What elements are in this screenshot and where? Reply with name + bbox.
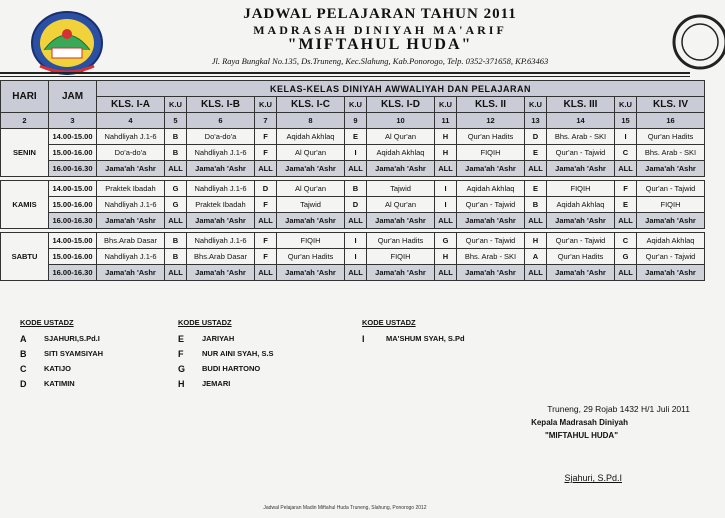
column-number: 6 xyxy=(187,113,255,129)
teacher-code-cell: ALL xyxy=(345,161,367,177)
subject-cell: Qur'an Hadits xyxy=(457,129,525,145)
teacher-code-cell: I xyxy=(435,197,457,213)
teacher-code-cell: B xyxy=(165,233,187,249)
teacher-name: BUDI HARTONO xyxy=(202,364,261,373)
subject-cell: Jama'ah 'Ashr xyxy=(367,265,435,281)
subject-cell: Qur'an - Tajwid xyxy=(457,233,525,249)
column-number: 11 xyxy=(435,113,457,129)
school-name: "MIFTAHUL HUDA" xyxy=(287,36,473,53)
subject-cell: Jama'ah 'Ashr xyxy=(547,265,615,281)
teacher-code-cell: H xyxy=(435,129,457,145)
subject-cell: Qur'an - Tajwid xyxy=(547,145,615,161)
subject-cell: Nahdliyah J.1-6 xyxy=(97,249,165,265)
page-subtitle: MADRASAH DINIYAH MA'ARIF xyxy=(253,23,507,37)
teacher-name: KATIMIN xyxy=(44,379,75,388)
column-number: 8 xyxy=(277,113,345,129)
subject-cell: Al Qur'an xyxy=(367,197,435,213)
sign-org: "MIFTAHUL HUDA" xyxy=(544,431,618,440)
subject-cell: Qur'an Hadits xyxy=(547,249,615,265)
subject-cell: Jama'ah 'Ashr xyxy=(367,161,435,177)
teacher-code-cell: E xyxy=(525,145,547,161)
class-header: KLS. IV xyxy=(637,97,705,113)
teacher-code-cell: D xyxy=(345,197,367,213)
codes-heading: KODE USTADZ xyxy=(20,318,74,327)
time-cell: 14.00-15.00 xyxy=(49,181,97,197)
teacher-code-cell: ALL xyxy=(255,213,277,229)
teacher-name: JARIYAH xyxy=(202,334,235,343)
teacher-codes-1 xyxy=(20,318,103,391)
teacher-code-cell: G xyxy=(615,249,637,265)
day-label: SENIN xyxy=(1,129,49,177)
teacher-code-cell: F xyxy=(255,249,277,265)
class-header: KLS. II xyxy=(457,97,525,113)
teacher-name: SITI SYAMSIYAH xyxy=(44,349,104,358)
teacher-code-cell: C xyxy=(615,233,637,249)
teacher-code-entry xyxy=(178,361,274,376)
time-cell: 14.00-15.00 xyxy=(49,129,97,145)
teacher-code-cell: ALL xyxy=(165,161,187,177)
teacher-code-cell: F xyxy=(255,145,277,161)
column-number: 5 xyxy=(165,113,187,129)
teacher-code-letter: D xyxy=(20,378,27,389)
subject-cell: Jama'ah 'Ashr xyxy=(97,161,165,177)
teacher-code-entry xyxy=(362,331,465,346)
subject-cell: Jama'ah 'Ashr xyxy=(457,161,525,177)
teacher-code-letter: H xyxy=(178,378,185,389)
subject-cell: Al Qur'an xyxy=(367,129,435,145)
teacher-code-entry xyxy=(178,346,274,361)
subject-cell: Praktek Ibadah xyxy=(97,181,165,197)
subject-cell: Bhs. Arab - SKI xyxy=(457,249,525,265)
subject-cell: Aqidah Akhlaq xyxy=(547,197,615,213)
subject-cell: Nahdliyah J.1-6 xyxy=(97,197,165,213)
class-header: KLS. I-D xyxy=(367,97,435,113)
subject-cell: Bhs.Arab Dasar xyxy=(97,233,165,249)
subject-cell: Tajwid xyxy=(277,197,345,213)
subject-cell: Jama'ah 'Ashr xyxy=(187,161,255,177)
subject-cell: Jama'ah 'Ashr xyxy=(547,161,615,177)
subject-cell: Bhs.Arab Dasar xyxy=(187,249,255,265)
subject-cell: Jama'ah 'Ashr xyxy=(97,213,165,229)
table-row xyxy=(1,249,705,265)
time-cell: 15.00-16.00 xyxy=(49,249,97,265)
teacher-code-cell: B xyxy=(525,197,547,213)
ku-header: K.U xyxy=(615,97,637,113)
teacher-code-cell: ALL xyxy=(615,161,637,177)
teacher-code-letter: B xyxy=(20,348,27,359)
teacher-code-cell: ALL xyxy=(165,213,187,229)
subject-cell: Jama'ah 'Ashr xyxy=(547,213,615,229)
sign-role: Kepala Madrasah Diniyah xyxy=(531,418,628,427)
subject-cell: Aqidah Akhlaq xyxy=(277,129,345,145)
subject-cell: Jama'ah 'Ashr xyxy=(277,161,345,177)
sign-name: Sjahuri, S.Pd.I xyxy=(564,473,622,483)
teacher-code-cell: I xyxy=(435,181,457,197)
subject-cell: Qur'an - Tajwid xyxy=(457,197,525,213)
ku-header: K.U xyxy=(525,97,547,113)
subject-cell: Nahdliyah J.1-6 xyxy=(97,129,165,145)
column-number: 2 xyxy=(1,113,49,129)
teacher-code-cell: G xyxy=(435,233,457,249)
subject-cell: Jama'ah 'Ashr xyxy=(277,265,345,281)
ku-header: K.U xyxy=(255,97,277,113)
teacher-code-cell: I xyxy=(345,145,367,161)
codes-heading: KODE USTADZ xyxy=(362,318,416,327)
subject-cell: FIQIH xyxy=(637,197,705,213)
subject-cell: FIQIH xyxy=(457,145,525,161)
ku-header: K.U xyxy=(165,97,187,113)
teacher-code-cell: ALL xyxy=(435,213,457,229)
subject-cell: Nahdliyah J.1-6 xyxy=(187,181,255,197)
subject-cell: Bhs. Arab - SKI xyxy=(547,129,615,145)
subject-cell: Aqidah Akhlaq xyxy=(457,181,525,197)
teacher-code-cell: B xyxy=(165,129,187,145)
teacher-code-cell: I xyxy=(615,129,637,145)
subject-cell: Nahdliyah J.1-6 xyxy=(187,145,255,161)
teacher-code-cell: F xyxy=(255,129,277,145)
teacher-code-cell: ALL xyxy=(255,161,277,177)
teacher-code-cell: H xyxy=(525,233,547,249)
subject-cell: Tajwid xyxy=(367,181,435,197)
teacher-name: SJAHURI,S.Pd.I xyxy=(44,334,100,343)
teacher-code-cell: ALL xyxy=(525,213,547,229)
teacher-code-cell: D xyxy=(255,181,277,197)
teacher-code-entry xyxy=(20,361,103,376)
subject-cell: Jama'ah 'Ashr xyxy=(637,161,705,177)
subject-cell: Qur'an Hadits xyxy=(277,249,345,265)
subject-cell: Jama'ah 'Ashr xyxy=(457,213,525,229)
class-header: KLS. I-B xyxy=(187,97,255,113)
teacher-name: KATIJO xyxy=(44,364,71,373)
teacher-code-cell: E xyxy=(345,129,367,145)
subject-cell: FIQIH xyxy=(367,249,435,265)
subject-cell: Jama'ah 'Ashr xyxy=(457,265,525,281)
teacher-code-cell: B xyxy=(165,145,187,161)
teacher-code-cell: ALL xyxy=(165,265,187,281)
page-title: JADWAL PELAJARAN TAHUN 2011 xyxy=(243,6,517,22)
teacher-code-entry xyxy=(20,346,103,361)
teacher-code-cell: B xyxy=(165,249,187,265)
subject-cell: Do'a-do'a xyxy=(187,129,255,145)
classes-group-header: KELAS-KELAS DINIYAH AWWALIYAH DAN PELAJARAN xyxy=(97,81,705,97)
day-label: SABTU xyxy=(1,233,49,281)
hari-header: HARI xyxy=(1,81,49,113)
column-number: 13 xyxy=(525,113,547,129)
teacher-name: JEMARI xyxy=(202,379,231,388)
column-number: 15 xyxy=(615,113,637,129)
teacher-code-cell: F xyxy=(615,181,637,197)
subject-cell: Aqidah Akhlaq xyxy=(637,233,705,249)
teacher-code-cell: H xyxy=(435,249,457,265)
ku-header: K.U xyxy=(435,97,457,113)
table-row xyxy=(1,145,705,161)
column-number: 14 xyxy=(547,113,615,129)
table-row xyxy=(1,181,705,197)
subject-cell: Jama'ah 'Ashr xyxy=(187,265,255,281)
teacher-code-cell: D xyxy=(525,129,547,145)
teacher-code-letter: F xyxy=(178,348,184,359)
table-row xyxy=(1,197,705,213)
teacher-code-cell: C xyxy=(615,145,637,161)
teacher-code-letter: C xyxy=(20,363,27,374)
teacher-code-letter: A xyxy=(20,333,27,344)
subject-cell: Bhs. Arab - SKI xyxy=(637,145,705,161)
teacher-code-cell: ALL xyxy=(615,213,637,229)
teacher-codes-2 xyxy=(178,318,274,391)
column-number: 4 xyxy=(97,113,165,129)
teacher-code-cell: ALL xyxy=(525,265,547,281)
class-header: KLS. I-A xyxy=(97,97,165,113)
teacher-code-cell: E xyxy=(615,197,637,213)
time-cell: 14.00-15.00 xyxy=(49,233,97,249)
subject-cell: Qur'an Hadits xyxy=(637,129,705,145)
class-header: KLS. I-C xyxy=(277,97,345,113)
column-number: 16 xyxy=(637,113,705,129)
subject-cell: FIQIH xyxy=(547,181,615,197)
teacher-code-cell: G xyxy=(165,197,187,213)
time-cell: 15.00-16.00 xyxy=(49,145,97,161)
sign-place-date: Truneng, 29 Rojab 1432 H/1 Juli 2011 xyxy=(547,404,690,414)
jam-header: JAM xyxy=(49,81,97,113)
teacher-code-cell: I xyxy=(345,249,367,265)
footer-note: Jadwal Pelajaran Madin Miftahul Huda Truneng, Slahung, Ponorogo 2012 xyxy=(263,505,427,511)
subject-cell: Jama'ah 'Ashr xyxy=(637,265,705,281)
codes-heading: KODE USTADZ xyxy=(178,318,232,327)
teacher-name: NUR AINI SYAH, S.S xyxy=(202,349,274,358)
table-row xyxy=(1,129,705,145)
header-rule-thin xyxy=(0,76,690,77)
teacher-code-cell: ALL xyxy=(255,265,277,281)
teacher-code-cell: B xyxy=(345,181,367,197)
column-number-row xyxy=(1,113,705,129)
column-number: 7 xyxy=(255,113,277,129)
table-row xyxy=(1,213,705,229)
column-number: 3 xyxy=(49,113,97,129)
column-number: 9 xyxy=(345,113,367,129)
teacher-code-cell: ALL xyxy=(435,161,457,177)
teacher-code-entry xyxy=(178,376,274,391)
teacher-code-cell: A xyxy=(525,249,547,265)
teacher-name: MA'SHUM SYAH, S.Pd xyxy=(386,334,465,343)
table-row xyxy=(1,161,705,177)
teacher-code-cell: H xyxy=(435,145,457,161)
table-row xyxy=(1,233,705,249)
time-cell: 15.00-16.00 xyxy=(49,197,97,213)
subject-cell: Al Qur'an xyxy=(277,181,345,197)
subject-cell: Jama'ah 'Ashr xyxy=(187,213,255,229)
teacher-code-cell: ALL xyxy=(615,265,637,281)
schedule-table xyxy=(0,80,705,281)
subject-cell: Al Qur'an xyxy=(277,145,345,161)
teacher-codes-3 xyxy=(362,318,465,346)
teacher-code-cell: I xyxy=(345,233,367,249)
subject-cell: FIQIH xyxy=(277,233,345,249)
time-cell: 16.00-16.30 xyxy=(49,161,97,177)
subject-cell: Jama'ah 'Ashr xyxy=(277,213,345,229)
subject-cell: Do'a-do'a xyxy=(97,145,165,161)
teacher-code-cell: ALL xyxy=(435,265,457,281)
subject-cell: Jama'ah 'Ashr xyxy=(367,213,435,229)
header-rule xyxy=(0,72,690,74)
teacher-code-cell: G xyxy=(165,181,187,197)
class-header-row xyxy=(1,97,705,113)
teacher-code-letter: E xyxy=(178,333,185,344)
column-number: 12 xyxy=(457,113,525,129)
subject-cell: Qur'an Hadits xyxy=(367,233,435,249)
teacher-code-letter: G xyxy=(178,363,186,374)
teacher-code-cell: ALL xyxy=(345,265,367,281)
teacher-code-cell: ALL xyxy=(345,213,367,229)
teacher-code-entry xyxy=(20,376,103,391)
teacher-code-entry xyxy=(178,331,274,346)
teacher-code-cell: F xyxy=(255,197,277,213)
subject-cell: Aqidah Akhlaq xyxy=(367,145,435,161)
teacher-code-letter: I xyxy=(362,333,365,344)
subject-cell: Nahdliyah J.1-6 xyxy=(187,233,255,249)
teacher-code-cell: E xyxy=(525,181,547,197)
subject-cell: Jama'ah 'Ashr xyxy=(637,213,705,229)
subject-cell: Qur'an - Tajwid xyxy=(637,181,705,197)
ku-header: K.U xyxy=(345,97,367,113)
header-row xyxy=(1,81,705,97)
subject-cell: Qur'an - Tajwid xyxy=(547,233,615,249)
table-row xyxy=(1,265,705,281)
day-label: KAMIS xyxy=(1,181,49,229)
teacher-code-cell: ALL xyxy=(525,161,547,177)
school-address: Jl. Raya Bungkal No.135, Ds.Truneng, Kec.Slahung, Kab.Ponorogo, Telp. 0352-371658, KP.63463 xyxy=(211,56,549,66)
time-cell: 16.00-16.30 xyxy=(49,213,97,229)
column-number: 10 xyxy=(367,113,435,129)
teacher-code-entry xyxy=(20,331,103,346)
teacher-code-cell: F xyxy=(255,233,277,249)
time-cell: 16.00-16.30 xyxy=(49,265,97,281)
subject-cell: Qur'an - Tajwid xyxy=(637,249,705,265)
class-header: KLS. III xyxy=(547,97,615,113)
subject-cell: Praktek Ibadah xyxy=(187,197,255,213)
subject-cell: Jama'ah 'Ashr xyxy=(97,265,165,281)
